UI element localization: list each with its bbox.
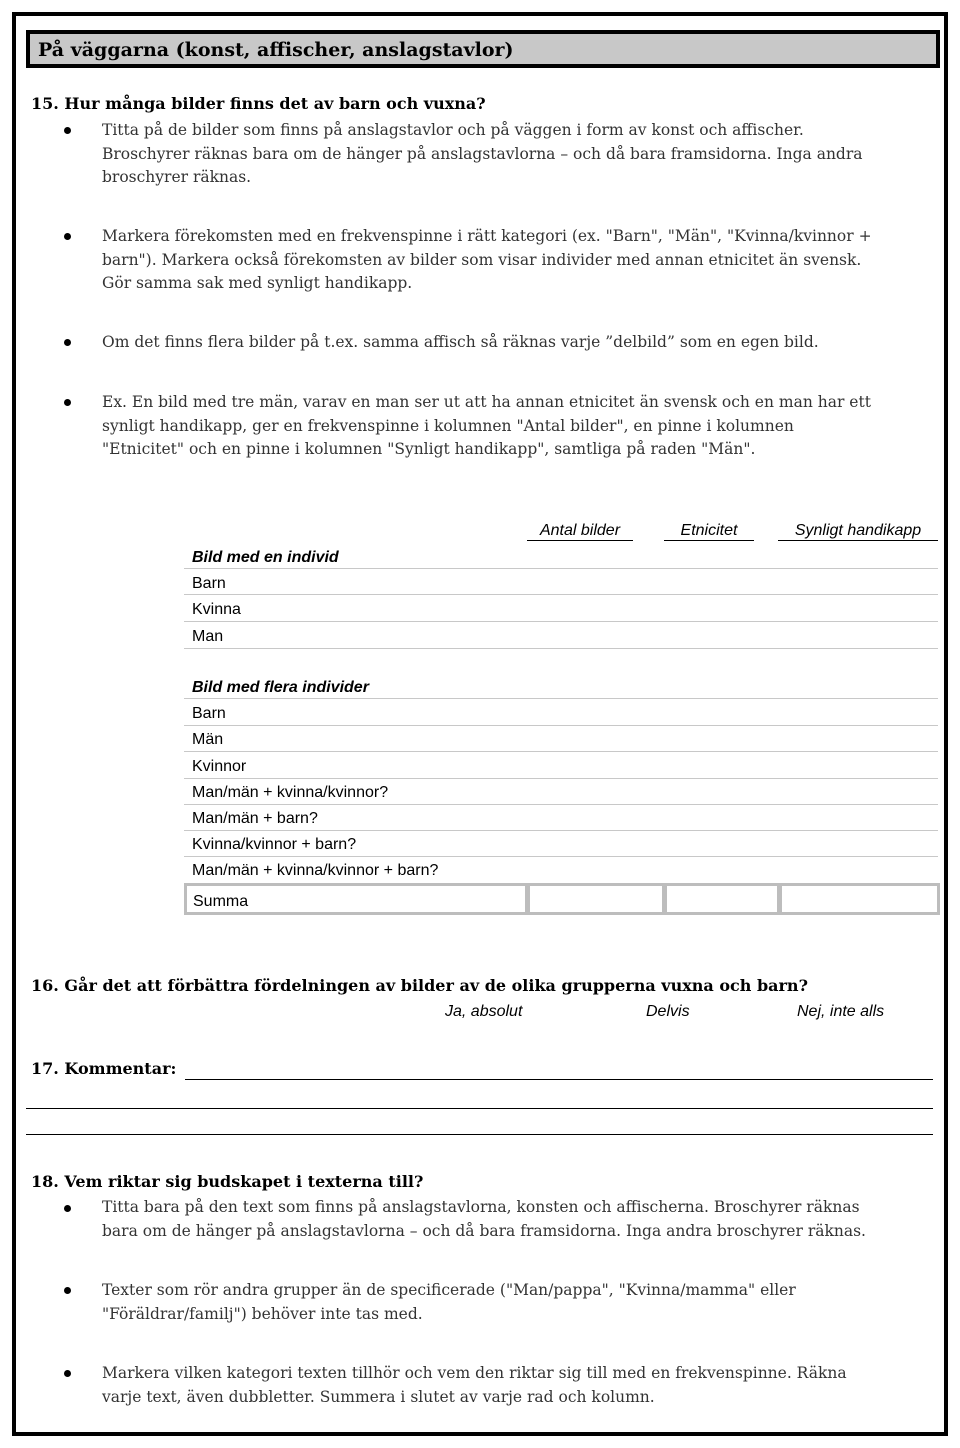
summa-label-cell bbox=[184, 883, 528, 915]
text-line: "Föräldrar/familj") behöver inte tas med. bbox=[102, 1304, 423, 1323]
column-header-synligt-handikapp: Synligt handikapp bbox=[778, 522, 938, 541]
text-line: "Etnicitet" och en pinne i kolumnen "Synligt handikapp", samtliga på raden "Män". bbox=[102, 440, 756, 458]
bullet-icon bbox=[64, 399, 71, 406]
table-row-label: Barn bbox=[192, 705, 226, 722]
question-16-title: 16. Går det att förbättra fördelningen av bilder av de olika grupperna vuxna och barn? bbox=[31, 976, 808, 995]
table-row-label: Kvinnor bbox=[192, 758, 247, 775]
table-row-label: Man/män + kvinna/kvinnor + barn? bbox=[192, 862, 439, 879]
option-nej-inte-alls[interactable]: Nej, inte alls bbox=[797, 1003, 885, 1020]
table-row-label: Kvinna bbox=[192, 601, 241, 618]
comment-line[interactable] bbox=[185, 1079, 933, 1080]
text-line: barn"). Markera också förekomsten av bilder som visar individer med annan etnicitet än svensk. bbox=[102, 250, 862, 269]
bullet-icon bbox=[64, 1287, 71, 1294]
group-heading-en-individ: Bild med en individ bbox=[192, 549, 339, 566]
row-divider bbox=[184, 568, 938, 569]
column-header-antal-bilder: Antal bilder bbox=[527, 522, 633, 541]
table-row-label: Man bbox=[192, 628, 224, 645]
bullet-icon bbox=[64, 1205, 71, 1212]
question-15-title: 15. Hur många bilder finns det av barn och vuxna? bbox=[31, 94, 486, 113]
text-line: Titta på de bilder som finns på anslagstavlor och på väggen i form av konst och affischer. bbox=[102, 121, 804, 139]
text-line: Broschyrer räknas bara om de hänger på anslagstavlorna – och då bara framsidorna. Inga andra bbox=[102, 144, 863, 163]
row-divider bbox=[184, 594, 938, 595]
row-divider bbox=[184, 856, 938, 857]
column-header-etnicitet: Etnicitet bbox=[664, 522, 754, 541]
summa-synligt-handikapp-cell[interactable] bbox=[779, 883, 940, 915]
text-line: Titta bara på den text som finns på anslagstavlorna, konsten och affischerna. Broschyrer räknas bbox=[102, 1198, 860, 1216]
bullet-icon bbox=[64, 233, 71, 240]
row-divider bbox=[184, 725, 938, 726]
table-row-label: Man/män + barn? bbox=[192, 810, 318, 827]
row-divider bbox=[184, 698, 938, 699]
text-line: varje text, även dubbletter. Summera i slutet av varje rad och kolumn. bbox=[102, 1387, 655, 1406]
table-row-label: Barn bbox=[192, 575, 226, 592]
row-divider bbox=[184, 648, 938, 649]
text-line: bara om de hänger på anslagstavlorna – och då bara framsidorna. Inga andra broschyrer räknas. bbox=[102, 1221, 866, 1240]
summa-etnicitet-cell[interactable] bbox=[664, 883, 780, 915]
option-delvis[interactable]: Delvis bbox=[646, 1003, 690, 1020]
row-divider bbox=[184, 830, 938, 831]
comment-line[interactable] bbox=[26, 1108, 933, 1109]
row-divider bbox=[184, 751, 938, 752]
text-line: Markera vilken kategori texten tillhör och vem den riktar sig till med en frekvenspinne. Räkna bbox=[102, 1364, 847, 1382]
section-header bbox=[26, 30, 940, 68]
row-divider bbox=[184, 621, 938, 622]
text-line: broschyrer räknas. bbox=[102, 168, 252, 186]
q18-bullet-2 bbox=[102, 1279, 796, 1326]
bullet-icon bbox=[64, 339, 71, 346]
text-line: synligt handikapp, ger en frekvenspinne i kolumnen "Antal bilder", en pinne i kolumnen bbox=[102, 416, 794, 435]
bullet-icon bbox=[64, 1370, 71, 1377]
table-row-label: Man/män + kvinna/kvinnor? bbox=[192, 784, 389, 801]
group-heading-flera-individer: Bild med flera individer bbox=[192, 679, 369, 696]
comment-line[interactable] bbox=[26, 1134, 933, 1135]
q15-bullet-4 bbox=[102, 391, 871, 462]
table-row-label: Män bbox=[192, 731, 224, 748]
q15-bullet-2 bbox=[102, 225, 872, 296]
table-row-label: Kvinna/kvinnor + barn? bbox=[192, 836, 357, 853]
text-line: Gör samma sak med synligt handikapp. bbox=[102, 274, 413, 292]
row-divider bbox=[184, 778, 938, 779]
q15-bullet-1 bbox=[102, 119, 863, 190]
summa-label: Summa bbox=[193, 893, 249, 910]
q15-bullet-3 bbox=[102, 331, 819, 355]
text-line: Markera förekomsten med en frekvenspinne i rätt kategori (ex. "Barn", "Män", "Kvinna/kvinnor + bbox=[102, 227, 872, 245]
q18-bullet-1 bbox=[102, 1196, 866, 1243]
text-line: Om det finns flera bilder på t.ex. samma affisch så räknas varje ”delbild” som en egen bild. bbox=[102, 333, 819, 351]
row-divider bbox=[184, 804, 938, 805]
section-title: På väggarna (konst, affischer, anslagstavlor) bbox=[38, 39, 514, 61]
question-17-title: 17. Kommentar: bbox=[31, 1059, 177, 1078]
text-line: Ex. En bild med tre män, varav en man ser ut att ha annan etnicitet än svensk och en man har ett bbox=[102, 393, 871, 411]
option-ja-absolut[interactable]: Ja, absolut bbox=[445, 1003, 523, 1020]
bullet-icon bbox=[64, 127, 71, 134]
summa-antal-bilder-cell[interactable] bbox=[527, 883, 665, 915]
text-line: Texter som rör andra grupper än de specificerade ("Man/pappa", "Kvinna/mamma" eller bbox=[102, 1281, 796, 1299]
question-18-title: 18. Vem riktar sig budskapet i texterna till? bbox=[31, 1172, 424, 1191]
q18-bullet-3 bbox=[102, 1362, 847, 1409]
